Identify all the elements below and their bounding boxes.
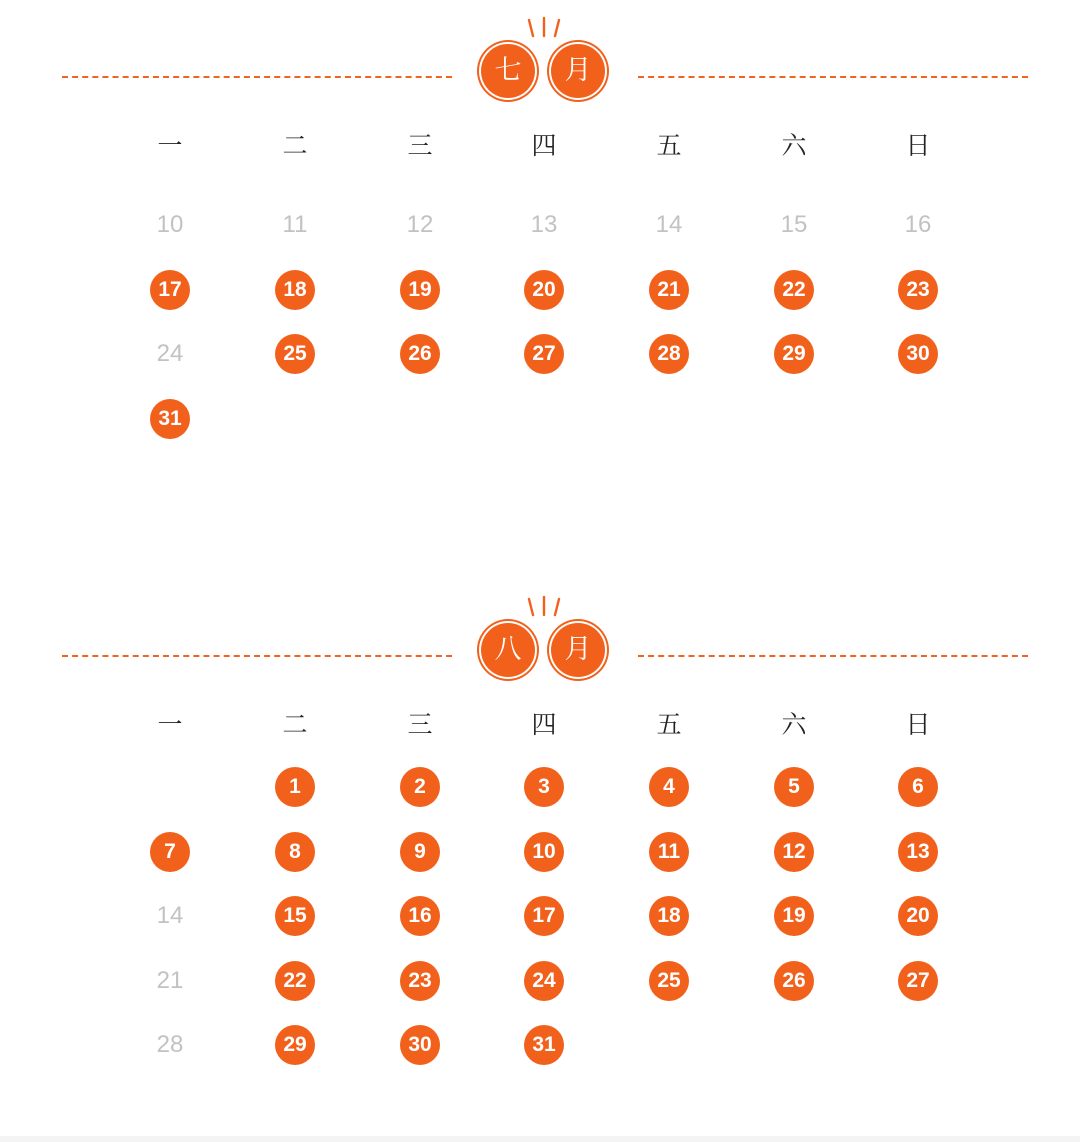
- day-available[interactable]: 15: [275, 896, 315, 936]
- day-available[interactable]: 2: [400, 767, 440, 807]
- month-title-char-2: 月: [551, 44, 605, 98]
- day-unavailable: 28: [156, 1031, 184, 1058]
- day-available[interactable]: 6: [898, 767, 938, 807]
- day-available[interactable]: 21: [649, 270, 689, 310]
- day-available[interactable]: 9: [400, 832, 440, 872]
- day-available[interactable]: 31: [150, 399, 190, 439]
- day-available[interactable]: 24: [524, 961, 564, 1001]
- day-available[interactable]: 29: [774, 334, 814, 374]
- weekday-fri: 五: [656, 710, 682, 739]
- weekday-thu: 四: [531, 710, 557, 739]
- day-available[interactable]: 3: [524, 767, 564, 807]
- day-available[interactable]: 26: [774, 961, 814, 1001]
- day-unavailable: 14: [156, 902, 184, 929]
- day-available[interactable]: 5: [774, 767, 814, 807]
- day-available[interactable]: 18: [275, 270, 315, 310]
- day-available[interactable]: 30: [400, 1025, 440, 1065]
- day-unavailable: 14: [655, 211, 683, 238]
- sparkle-icon: [520, 16, 568, 42]
- day-available[interactable]: 16: [400, 896, 440, 936]
- weekday-tue: 二: [282, 710, 308, 739]
- month-title-char-2: 月: [551, 623, 605, 677]
- weekday-wed: 三: [407, 131, 433, 160]
- day-unavailable: 11: [282, 211, 308, 238]
- day-available[interactable]: 7: [150, 832, 190, 872]
- day-available[interactable]: 12: [774, 832, 814, 872]
- day-available[interactable]: 20: [898, 896, 938, 936]
- day-unavailable: 24: [156, 340, 184, 367]
- day-available[interactable]: 11: [649, 832, 689, 872]
- dashed-divider-right: [638, 655, 1028, 657]
- day-unavailable: 10: [156, 211, 184, 238]
- sparkle-icon: [520, 595, 568, 621]
- day-unavailable: 21: [156, 966, 184, 994]
- dashed-divider-left: [62, 76, 452, 78]
- day-available[interactable]: 10: [524, 832, 564, 872]
- weekday-sat: 六: [781, 131, 807, 160]
- day-available[interactable]: 19: [400, 270, 440, 310]
- weekday-row: [0, 126, 1080, 166]
- month-title-char-1: 七: [481, 44, 535, 98]
- day-available[interactable]: 17: [150, 270, 190, 310]
- day-unavailable: 12: [406, 211, 434, 238]
- weekday-wed: 三: [407, 710, 433, 739]
- day-available[interactable]: 19: [774, 896, 814, 936]
- weekday-tue: 二: [282, 131, 308, 160]
- month-header: [0, 579, 1080, 689]
- month-title-char-1: 八: [481, 623, 535, 677]
- weekday-sun: 日: [905, 710, 931, 739]
- day-available[interactable]: 25: [275, 334, 315, 374]
- weekday-thu: 四: [531, 131, 557, 160]
- day-available[interactable]: 28: [649, 334, 689, 374]
- day-available[interactable]: 18: [649, 896, 689, 936]
- day-unavailable: 13: [530, 211, 558, 238]
- footer-strip: [0, 1136, 1080, 1142]
- day-available[interactable]: 27: [524, 334, 564, 374]
- day-available[interactable]: 8: [275, 832, 315, 872]
- day-available[interactable]: 17: [524, 896, 564, 936]
- day-available[interactable]: 26: [400, 334, 440, 374]
- day-available[interactable]: 23: [898, 270, 938, 310]
- weekday-mon: 一: [157, 131, 183, 160]
- day-available[interactable]: 25: [649, 961, 689, 1001]
- day-available[interactable]: 31: [524, 1025, 564, 1065]
- day-unavailable: 15: [780, 211, 808, 238]
- weekday-sun: 日: [905, 131, 931, 160]
- day-available[interactable]: 23: [400, 961, 440, 1001]
- day-available[interactable]: 22: [774, 270, 814, 310]
- day-available[interactable]: 4: [649, 767, 689, 807]
- day-unavailable: 16: [904, 211, 932, 238]
- weekday-sat: 六: [781, 710, 807, 739]
- day-available[interactable]: 30: [898, 334, 938, 374]
- day-available[interactable]: 20: [524, 270, 564, 310]
- dashed-divider-right: [638, 76, 1028, 78]
- day-available[interactable]: 22: [275, 961, 315, 1001]
- day-available[interactable]: 29: [275, 1025, 315, 1065]
- day-available[interactable]: 13: [898, 832, 938, 872]
- month-header: [0, 0, 1080, 110]
- day-available[interactable]: 1: [275, 767, 315, 807]
- weekday-mon: 一: [157, 710, 183, 739]
- weekday-fri: 五: [656, 131, 682, 160]
- weekday-row: [0, 705, 1080, 745]
- dashed-divider-left: [62, 655, 452, 657]
- day-available[interactable]: 27: [898, 961, 938, 1001]
